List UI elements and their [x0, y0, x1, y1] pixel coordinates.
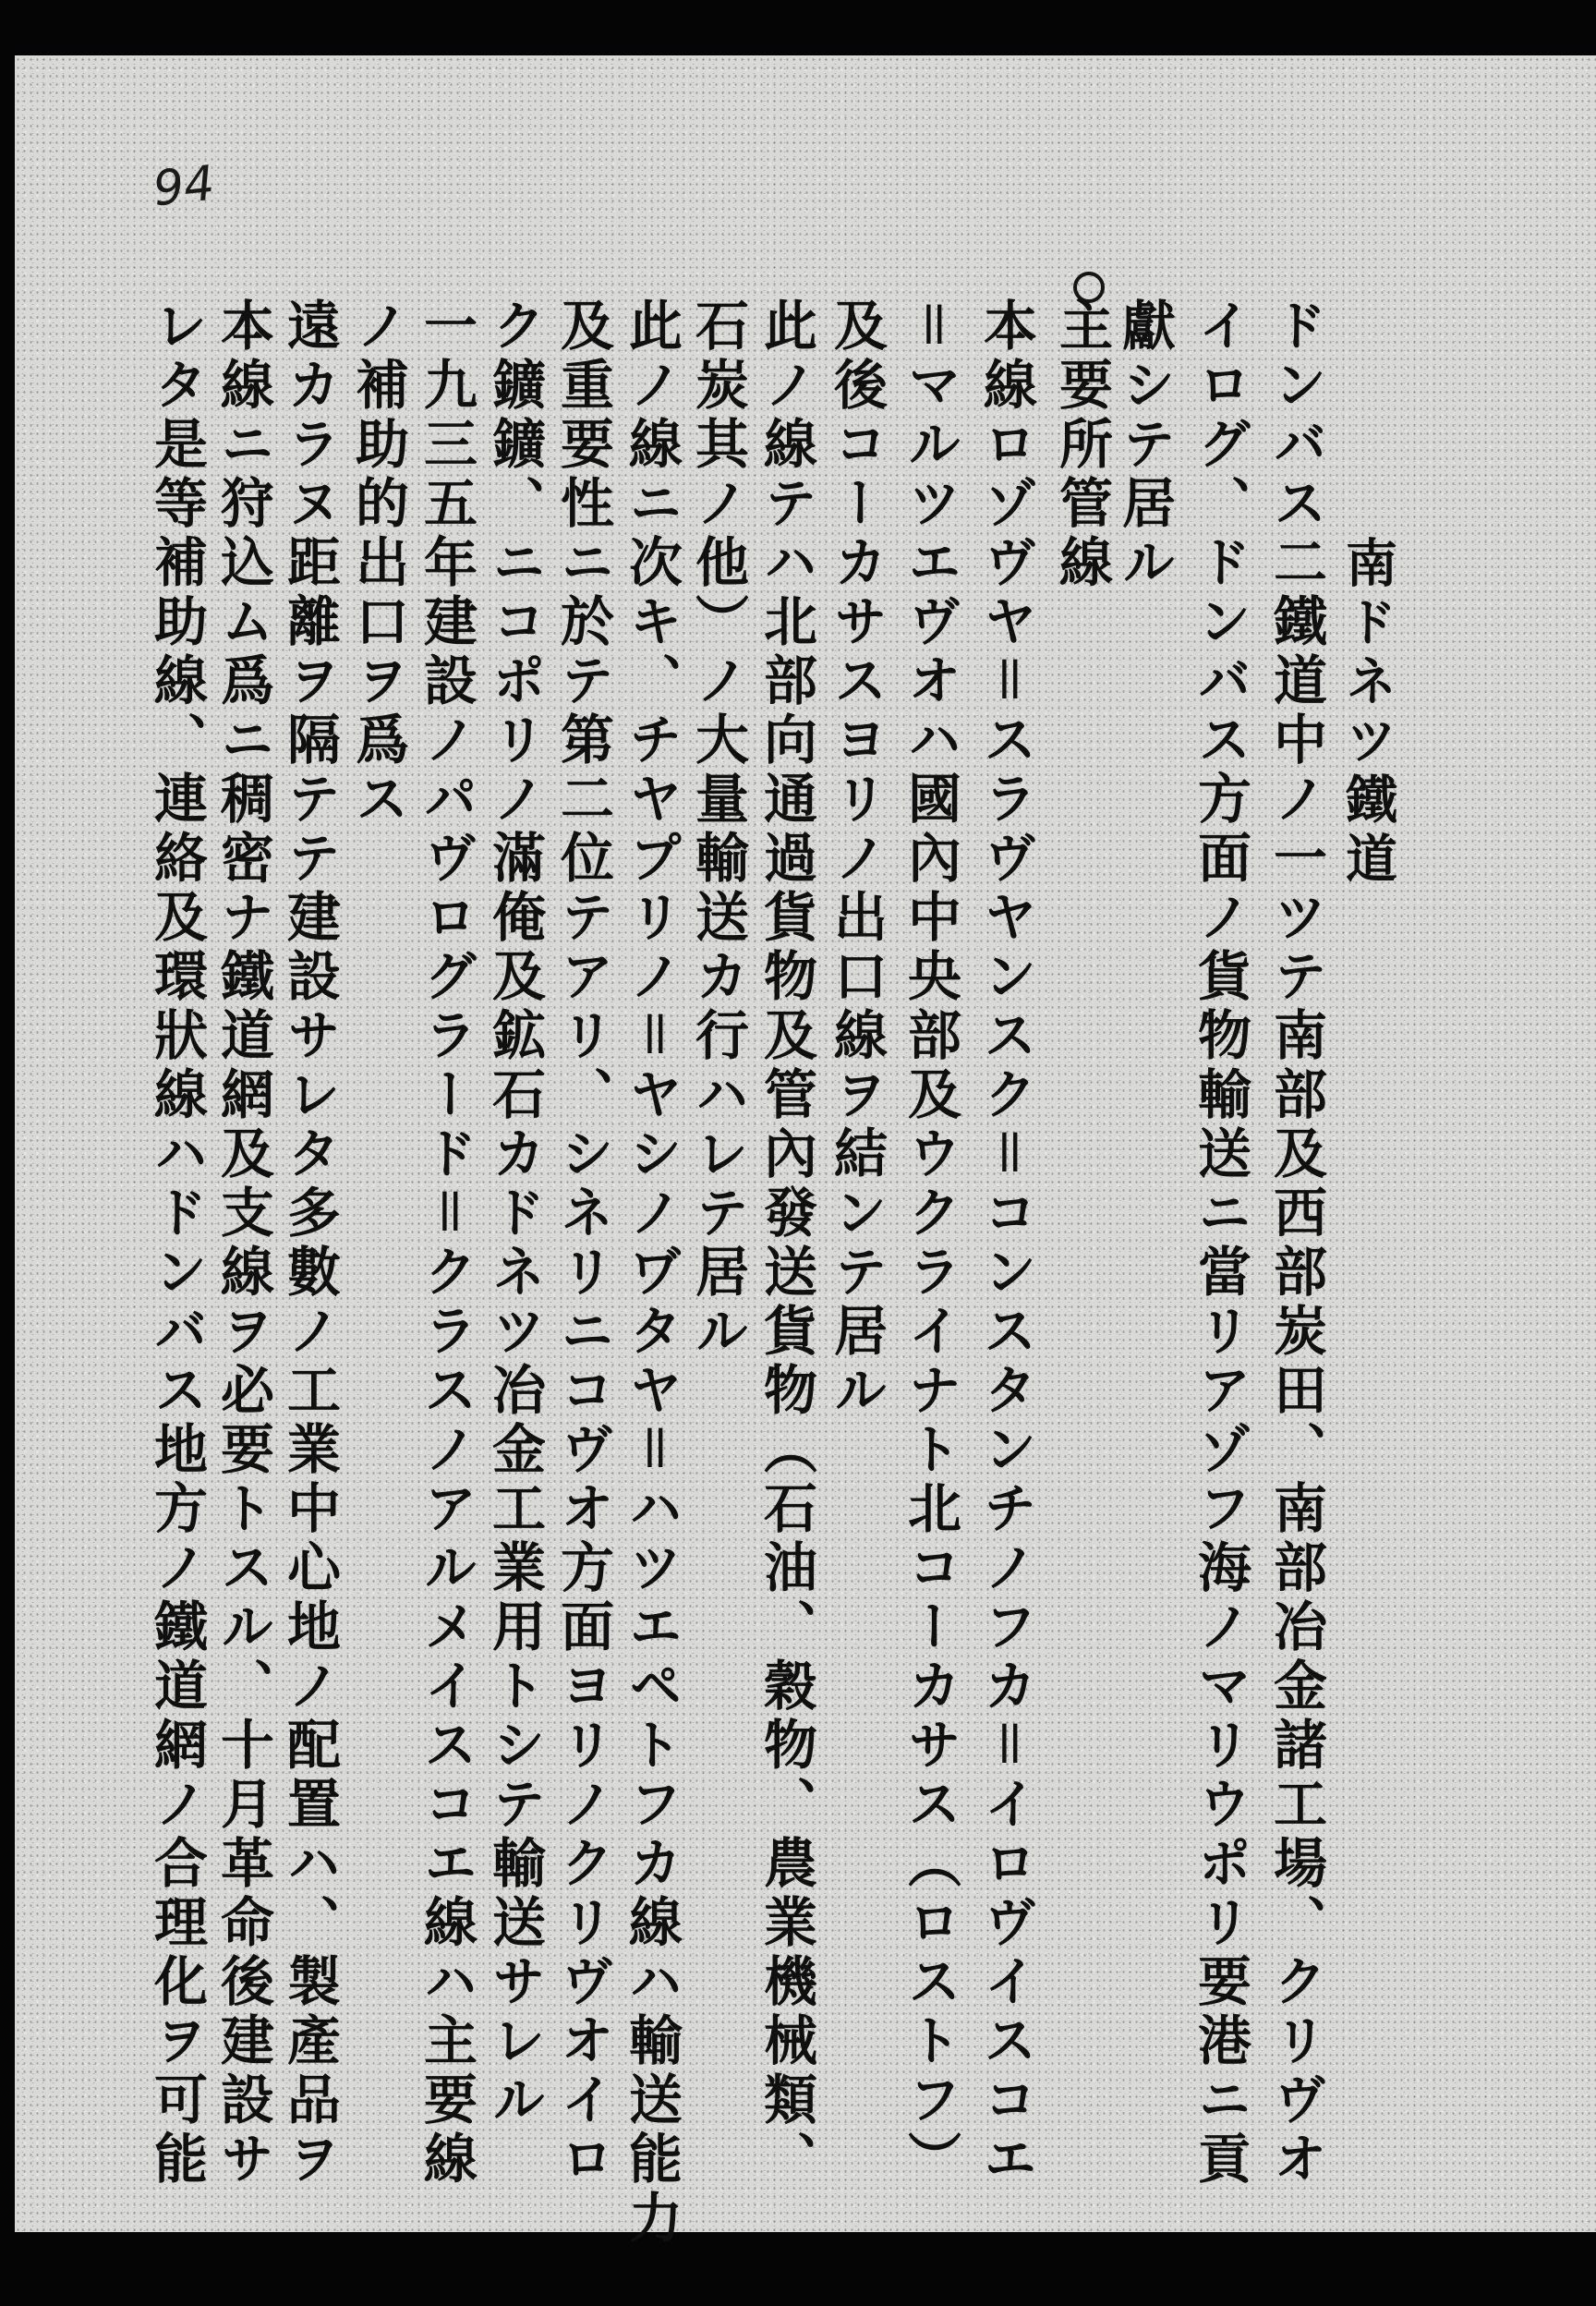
- text-column-11: 及重要性ニ於テ第二位テアリ、シネリニコヴオ方面ヨリノクリヴオイロ: [551, 297, 614, 2190]
- text-column-7: 及後コーカサスヨリノ出口線ヲ結ンテ居ル: [825, 297, 888, 1421]
- text-column-14: ノ補助的出口ヲ爲ス: [346, 297, 409, 830]
- text-column-13: 一九三五年建設ノパヴログラード＝クラスノアルメイスコエ線ハ主要線: [415, 297, 478, 2190]
- text-column-8: 此ノ線テハ北部向通過貨物及管內發送貨物（石油、穀物、農業機械類、: [755, 297, 817, 2190]
- text-column-12: ク鑛鑛、ニコポリノ滿俺及鉱石カドネツ冶金工業用トシテ輸送サレル: [483, 297, 546, 2130]
- document-page: [15, 55, 1596, 2249]
- text-column-4: 主要所管線: [1050, 297, 1113, 593]
- text-column-1: ドンバス二鐵道中ノ一ツテ南部及西部炭田、南部冶金諸工場、クリヴオ: [1264, 297, 1327, 2190]
- page-number: 94: [151, 155, 218, 218]
- text-column-2: イログ、ドンバス方面ノ貨物輸送ニ當リアゾフ海ノマリウポリ要港ニ貢: [1189, 297, 1251, 2190]
- section-heading: 南ドネツ鐵道: [1337, 536, 1398, 891]
- text-column-16: 本線ニ狩込ム爲ニ稠密ナ鐵道網及支線ヲ必要トスル、十月革命後建設サ: [212, 297, 274, 2190]
- text-column-3: 獻シテ居ル: [1113, 297, 1176, 593]
- text-column-5: 本線ロゾヴヤ＝スラヴヤンスク＝コンスタンチノフカ＝イロヴイスコエ: [974, 297, 1037, 2190]
- text-column-9: 石炭其ノ他）ノ大量輸送カ行ハレテ居ル: [686, 297, 749, 1362]
- text-column-15: 遠カラヌ距離ヲ隔テテ建設サレタ多數ノ工業中心地ノ配置ハ、製產品ヲ: [278, 297, 341, 2190]
- text-column-10: 此ノ線ニ次キ、チヤプリノ＝ヤシノヷタヤ＝ハツエペトフカ線ハ輸送能力: [620, 297, 683, 2249]
- text-column-17: レタ是等補助線、連絡及環狀線ハドンバス地方ノ鐵道網ノ合理化ヲ可能: [145, 297, 208, 2190]
- text-column-6: ＝マルツエヴオハ國內中央部及ウクライナト北コーカサス（ロストフ）: [899, 297, 961, 2190]
